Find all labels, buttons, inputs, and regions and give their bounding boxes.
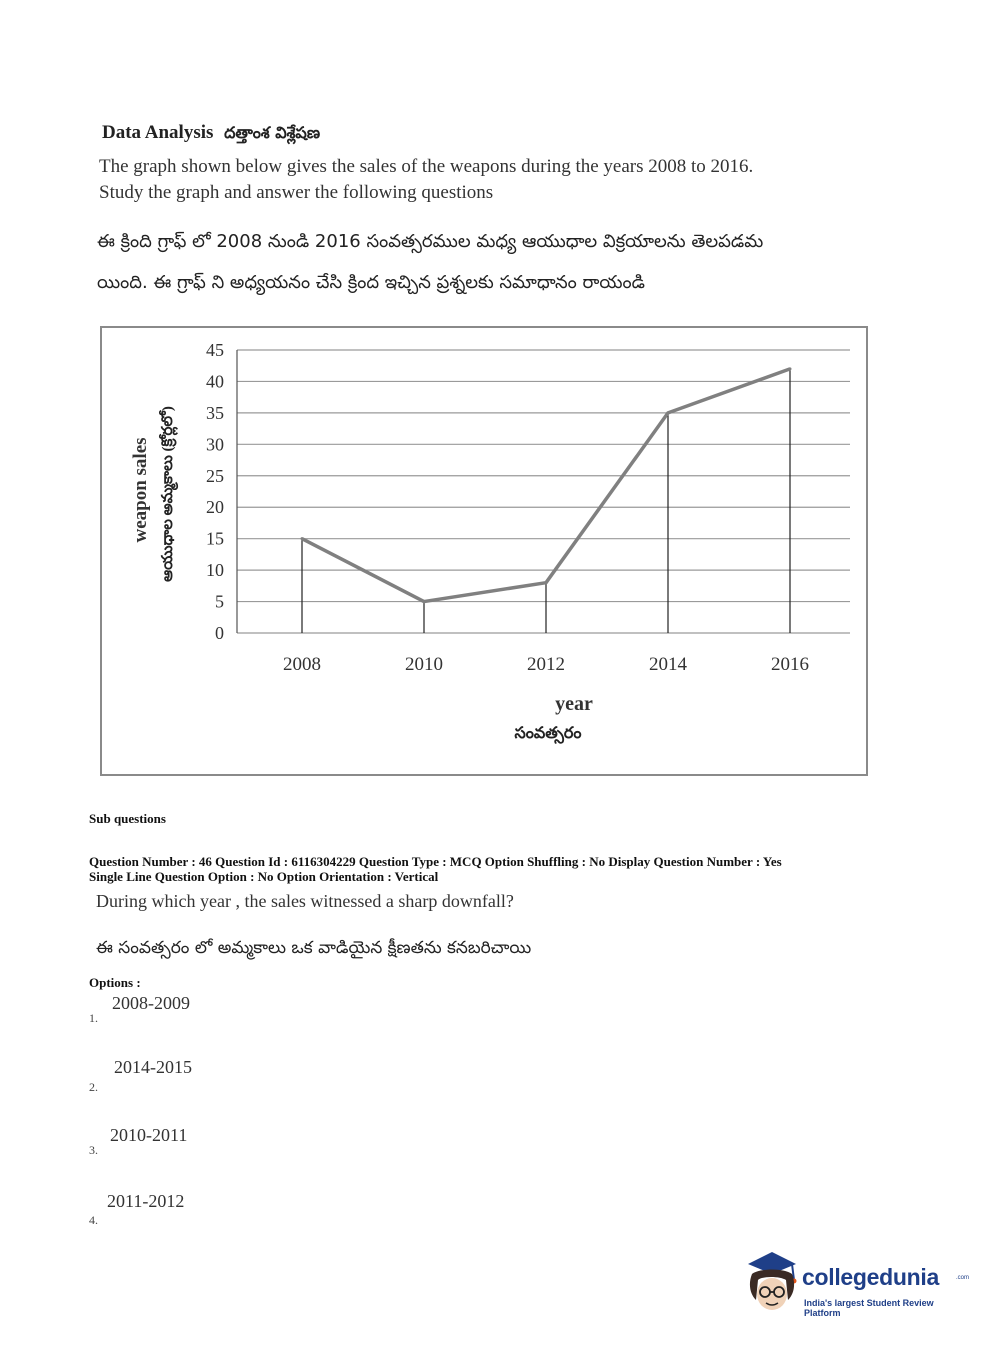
series-line: [302, 369, 790, 602]
y-tick-label: 0: [215, 623, 224, 643]
data-point: [423, 600, 426, 603]
heading-title-telugu: దత్తాంశ విశ్లేషణ: [224, 123, 321, 142]
option-number: 2.: [89, 1080, 98, 1094]
options-label: Options :: [89, 975, 141, 990]
option-value: 2011-2012: [107, 1191, 185, 1211]
y-tick-label: 15: [206, 528, 224, 549]
line-chart: [102, 328, 866, 774]
y-axis-title-telugu: ఆయుధాల అమ్మకాలు (క్రోర్లలో): [160, 406, 176, 582]
x-axis-title-telugu: సంవత్సరం: [514, 725, 582, 742]
data-point: [301, 537, 304, 540]
collegedunia-logo[interactable]: [742, 1250, 972, 1320]
logo-tagline: India's largest Student Review Platform: [804, 1298, 934, 1318]
option-number: 3.: [89, 1143, 98, 1157]
intro-line-2: Study the graph and answer the following questions: [99, 182, 494, 203]
y-tick-label: 25: [206, 465, 224, 486]
y-tick-label: 45: [206, 340, 224, 360]
x-tick-label: 2012: [527, 654, 565, 675]
data-point: [667, 411, 670, 414]
x-tick-label: 2014: [649, 654, 687, 675]
question-text: During which year , the sales witnessed a sharp downfall?: [96, 891, 514, 911]
y-tick-label: 5: [215, 591, 224, 612]
y-axis-title: weapon sales: [130, 437, 151, 543]
y-tick-label: 20: [206, 497, 224, 518]
student-mascot-icon: [742, 1250, 802, 1316]
option-value: 2014-2015: [114, 1057, 192, 1077]
option-number: 1.: [89, 1011, 98, 1025]
question-text-telugu: ఈ సంవత్సరం లో అమ్మకాలు ఒక వాడియైన క్షీణతను కనబరిచాయి: [96, 938, 532, 958]
x-tick-label: 2016: [771, 654, 809, 675]
y-tick-label: 40: [206, 371, 224, 392]
section-heading: [102, 122, 320, 146]
x-axis-title: year: [555, 693, 593, 715]
intro-telugu-line-2: యింది. ఈ గ్రాఫ్ ని అధ్యయనం చేసి క్రింద ఇచ్చిన ప్రశ్నలకు సమాధానం రాయండి: [97, 272, 645, 293]
y-tick-label: 10: [206, 560, 224, 581]
intro-line-1: The graph shown below gives the sales of the weapons during the years 2008 to 2016.: [99, 156, 754, 177]
logo-name: collegedunia: [802, 1264, 939, 1290]
question-meta-line-2: Single Line Question Option : No Option Orientation : Vertical: [89, 869, 439, 884]
option-number: 4.: [89, 1213, 98, 1227]
y-tick-label: 30: [206, 434, 224, 455]
sub-questions-label: Sub questions: [89, 811, 166, 826]
x-tick-label: 2008: [283, 654, 321, 675]
heading-title: Data Analysis: [102, 122, 214, 143]
option-value: 2008-2009: [112, 993, 190, 1013]
question-meta-line-1: Question Number : 46 Question Id : 6116304229 Question Type : MCQ Option Shuffling : No Display Question Number : Yes: [89, 854, 782, 869]
data-point: [789, 367, 792, 370]
intro-telugu-line-1: ఈ క్రింది గ్రాఫ్ లో 2008 నుండి 2016 సంవత్సరముల మధ్య ఆయుధాల విక్రయాలను తెలపడమ: [97, 231, 764, 252]
y-tick-label: 35: [206, 402, 224, 423]
chart-frame: [100, 326, 868, 776]
data-point: [545, 581, 548, 584]
option-value: 2010-2011: [110, 1125, 188, 1145]
logo-domain: .com: [956, 1275, 970, 1281]
x-tick-label: 2010: [405, 654, 443, 675]
